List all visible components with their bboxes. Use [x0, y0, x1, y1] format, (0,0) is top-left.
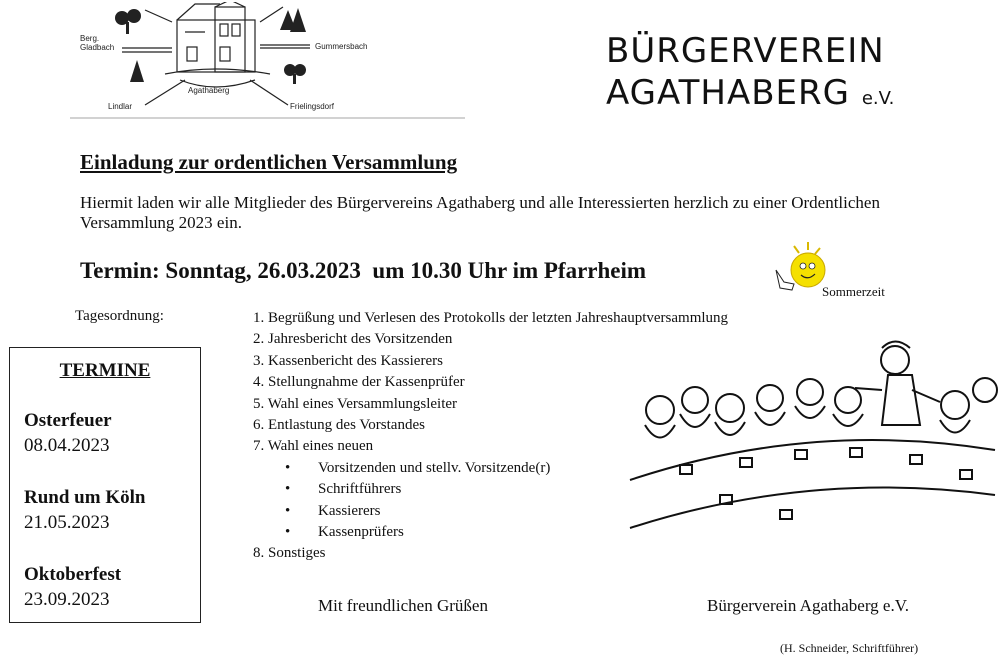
label-lindlar: Lindlar — [108, 102, 133, 111]
meeting-cartoon-image — [620, 330, 1000, 530]
event-name: Rund um Köln — [24, 487, 146, 508]
event-name: Osterfeuer — [24, 410, 112, 431]
event-name: Oktoberfest — [24, 564, 122, 585]
agenda-item: 8. Sonstiges — [253, 545, 326, 562]
event-date: 21.05.2023 — [24, 512, 110, 533]
agenda-item: 1. Begrüßung und Verlesen des Protokolls der letzten Jahreshauptversammlung — [253, 310, 729, 326]
agenda-subitem: • Schriftführers — [253, 479, 728, 500]
termine-title: TERMINE — [59, 360, 151, 381]
agenda-item: 7. Wahl eines neuen — [253, 438, 374, 455]
agenda-item: 2. Jahresbericht des Vorsitzenden — [253, 331, 453, 348]
label-gummersbach: Gummersbach — [315, 42, 368, 51]
meeting-date: Termin: Sonntag, 26.03.2023 um 10.30 Uhr im Pfarrheim — [80, 258, 647, 283]
agenda-label: Tagesordnung: — [75, 308, 164, 324]
brand-suffix: e.V. — [861, 88, 895, 109]
agenda-subitem: • Kassierers — [253, 501, 728, 522]
greeting-text: Mit freundlichen Grüßen — [318, 596, 488, 615]
signer-note: (H. Schneider, Schriftführer) — [780, 641, 919, 655]
brand-line2: AGATHABERG — [606, 73, 850, 113]
invitation-heading: Einladung zur ordentlichen Versammlung — [80, 150, 458, 174]
label-berg-gladbach: Berg. Gladbach — [80, 34, 115, 52]
brand-line1: BÜRGERVEREIN — [606, 31, 885, 71]
logo-map — [70, 2, 465, 120]
agenda-subitem: • Kassenprüfers — [253, 522, 728, 543]
event-date: 08.04.2023 — [24, 435, 110, 456]
agenda-item: 6. Entlastung des Vorstandes — [253, 417, 425, 434]
agenda-item: 5. Wahl eines Versammlungsleiter — [253, 395, 458, 412]
agenda-item: 3. Kassenbericht des Kassierers — [253, 352, 443, 369]
termine-box — [9, 347, 201, 623]
brand-title — [606, 30, 894, 120]
organization-signoff: Bürgerverein Agathaberg e.V. — [707, 596, 910, 615]
sommerzeit-note: Sommerzeit — [822, 284, 885, 299]
agenda-item: 4. Stellungnahme der Kassenprüfer — [253, 374, 465, 391]
invitation-intro: Hiermit laden wir alle Mitglieder des Bürgervereins Agathaberg und alle Interessierten herzlich zu einer Ordentlichen Versammlung 2023 ein. — [80, 193, 880, 232]
agenda-subitem: • Vorsitzenden und stellv. Vorsitzende(r) — [253, 458, 728, 479]
sun-icon — [768, 240, 828, 298]
event-date: 23.09.2023 — [24, 589, 110, 610]
label-frielingsdorf: Frielingsdorf — [290, 102, 335, 111]
label-agathaberg: Agathaberg — [188, 86, 230, 95]
